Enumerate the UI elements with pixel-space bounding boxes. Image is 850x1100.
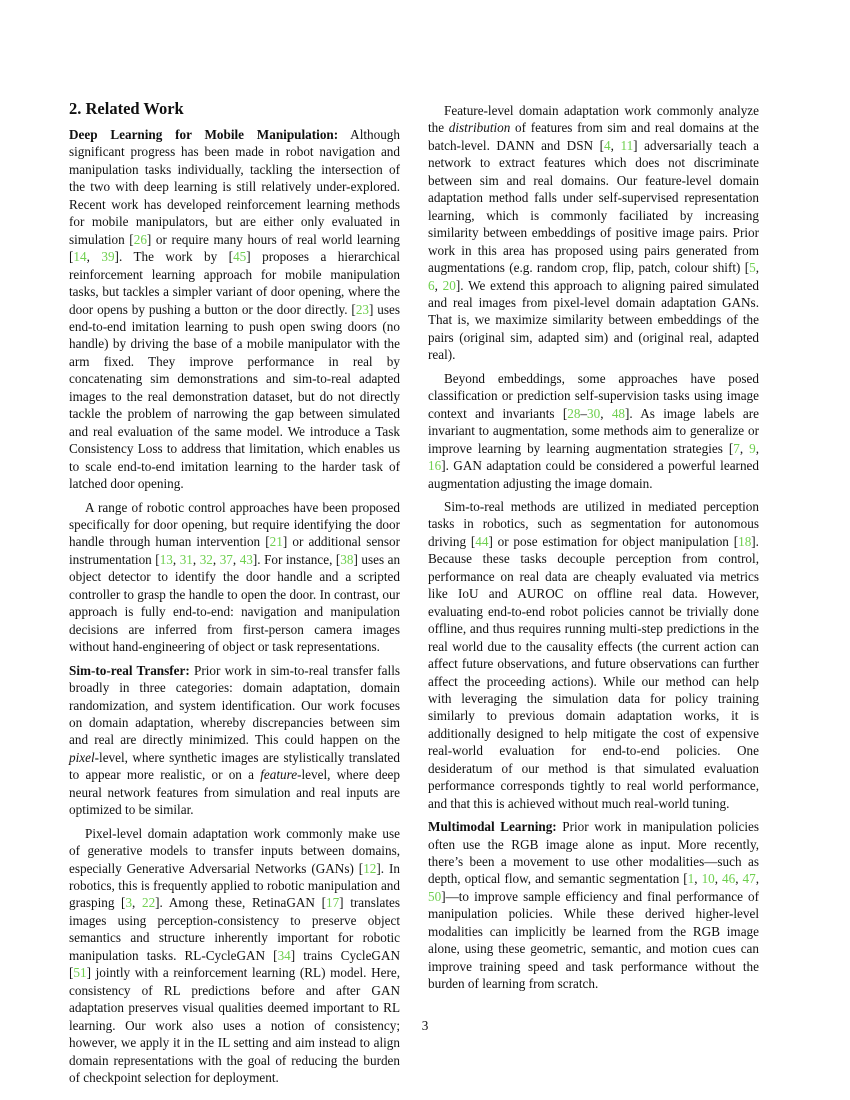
citation-link[interactable]: 13 — [159, 551, 173, 567]
citation-link[interactable]: 43 — [239, 551, 253, 567]
citation-link[interactable]: 31 — [179, 551, 193, 567]
citation-link[interactable]: 51 — [73, 965, 87, 981]
citation-link[interactable]: 4 — [604, 137, 611, 153]
citation-link[interactable]: 12 — [363, 860, 377, 876]
section-title: 2. Related Work — [69, 99, 184, 118]
citation-link[interactable]: 20 — [442, 277, 456, 293]
paragraph-door-opening: A range of robotic control approaches have been proposed specifically for door opening, but require identifying the door handle through human intervention [21] or additional sensor instrumentation [13, 31, 32, 37, 43]. For instance, [38] uses an object detector to identify the door handle and a scripted controller to grasp the handle to open the door. In contrast, our approach is fully end-to-end: navigation and manipulation decisions are inferred from first-person camera images without hand-engineering of object or task representations. — [69, 499, 401, 655]
citation-link[interactable]: 44 — [475, 533, 489, 549]
run-in-heading: Deep Learning for Mobile Manipulation: — [69, 127, 339, 142]
citation-link[interactable]: 5 — [749, 260, 756, 276]
citation-link[interactable]: 1 — [687, 871, 695, 887]
paragraph-mediated-perception: Sim-to-real methods are utilized in mediated perception tasks in robotics, such as segmentation for autonomous driving [44] or pose estimation for object manipulation [18]. Because these tasks decouple perception from control, performance on real data are cheaply evaluated via metrics like IoU and AUROC on offline real data. However, evaluating end-to-end robot policies cannot be trivially done offline, and thus requires running multi-step predictions in the real world due to the causality effects (the current action can affect future observations, and future observations can further affect the proceeding actions). While our method can help with leveraging the simulation data for policy training similarly to previous domain adaptation works, it is additionally designed to help mitigate the cost of expensive real-world evaluation for end-to-end policies. One desideratum of our method is that simulated evaluation performance corresponds tightly to real world performance, and that this is achieved without much real-world tuning. — [428, 498, 759, 811]
citation-link[interactable]: 50 — [428, 888, 442, 904]
citation-link[interactable]: 21 — [269, 534, 283, 550]
citation-link[interactable]: 14 — [73, 249, 87, 265]
citation-link[interactable]: 37 — [219, 551, 233, 567]
citation-link[interactable]: 9 — [749, 440, 756, 456]
citation-link[interactable]: 34 — [277, 947, 291, 963]
run-in-heading: Multimodal Learning: — [428, 819, 557, 835]
citation-link[interactable]: 46 — [722, 871, 736, 887]
citation-link[interactable]: 18 — [738, 533, 752, 549]
paragraph-beyond-embeddings: Beyond embeddings, some approaches have posed classification or prediction self-supervision tasks using image context and invariants [28–30, 48]. As image labels are invariant to augmentation, some methods aim to generalize or improve learning by learning augmentation strategies [7, 9, 16]. GAN adaptation could be considered a powerful learned augmentation adjusting the image domain. — [428, 370, 760, 491]
paragraph-multimodal: Multimodal Learning: Prior work in manipulation policies often use the RGB image alone as input. More recently, there’s been a movement to use other modalities—such as depth, optical flow, and semantic segmentation [1, 10, 46, 47, 50]—to improve sample efficiency and final performance of manipulation policies. While these derived higher-level modalities can implicitly be learned from the RGB image alone, using these geometric, semantic, and motion cues can improve training speed and task performance without the burden of learning from scratch. — [428, 819, 760, 992]
citation-link[interactable]: 6 — [428, 277, 435, 293]
right-column — [428, 102, 759, 993]
citation-link[interactable]: 39 — [101, 249, 115, 265]
paragraph-feature-level: Feature-level domain adaptation work commonly analyze the distribution of features from sim and real domains at the batch-level. DANN and DSN [4, 11] adversarially teach a network to extract features which does not discriminate between sim and real domains. Our feature-level domain adaptation method falls under self-supervised representation learning, which is commonly faciliated by increasing similarity between embeddings of positive image pairs. Prior work in this area has proposed using pairs generated from augmentations (e.g. random crop, flip, patch, colour shift) [5, 6, 20]. We extend this approach to aligning paired simulated and real images from pixel-level domain adaptation GANs. That is, we maximize similarity between embeddings of the pairs (original sim, adapted sim) and (original real, adapted real). — [428, 103, 759, 363]
citation-link[interactable]: 11 — [620, 137, 634, 153]
citation-link[interactable]: 26 — [133, 231, 147, 247]
paragraph-sim-to-real: Sim-to-real Transfer: Prior work in sim-to-real transfer falls broadly in three categories: domain adaptation, domain randomization, and system identification. Our work focuses on domain adaptation, whereby discrepancies between sim and real are directly minimized. This could happen on the pixel-level, where synthetic images are stylistically translated to appear more realistic, or on a feature-level, where deep neural network features from simulation and real inputs are optimized to be similar. — [69, 662, 400, 818]
page-number: 3 — [421, 1018, 429, 1033]
paragraph-pixel-level: Pixel-level domain adaptation work commonly make use of generative models to transfer inputs between domains, especially Generative Adversarial Networks (GANs) [12]. In robotics, this is frequently applied to robotic manipulation and grasping [3, 22]. Among these, RetinaGAN [17] translates images using perception-consistency to preserve object semantics and structure inherently important for robotic manipulation tasks. RL-CycleGAN [34] trains CycleGAN [51] jointly with a reinforcement learning (RL) model. Here, consistency of RL predictions before and after GAN adaptation preserves visual qualities deemed important to RL learning. Our work also uses a notion of consistency; however, we apply it in the IL setting and aim instead to align domain representations with the goal of reducing the burden of checkpoint selection for deployment. — [69, 825, 400, 1086]
citation-link[interactable]: 28 — [567, 405, 581, 421]
citation-link[interactable]: 38 — [340, 551, 354, 567]
paragraph-mobile-manipulation: Deep Learning for Mobile Manipulation: Although significant progress has been made in robot navigation and manipulation tasks individually, tackling the intersection of the two with deep learning is still relatively under-explored. Recent work has developed reinforcement learning methods for mobile manipulators, but are either only evaluated in simulation [26] or require many hours of real world learning [14, 39]. The work by [45] proposes a hierarchical reinforcement learning approach for mobile manipulation tasks, but tackles a simpler variant of door opening, where the door opens by pushing a button or the door directly. [23] uses end-to-end imitation learning to push open swing doors (no handle) by driving the base of a mobile manipulator with the arm fixed. They improve performance in real by concatenating sim demonstrations and sim-to-real adapted images to the real demonstration dataset, but do not directly tackle the problem of narrowing the gap between simulated and real evaluation of the same model. We introduce a Task Consistency Loss to address that limitation, which enables us to scale end-to-end imitation learning to the harder task of latched door opening. — [69, 127, 401, 492]
run-in-heading: Sim-to-real Transfer: — [69, 662, 190, 678]
citation-link[interactable]: 48 — [611, 405, 625, 421]
citation-link[interactable]: 10 — [701, 871, 715, 887]
citation-link[interactable]: 23 — [355, 301, 369, 317]
citation-link[interactable]: 7 — [733, 440, 740, 456]
left-column — [69, 99, 400, 1086]
citation-link[interactable]: 32 — [199, 551, 213, 567]
citation-link[interactable]: 17 — [325, 895, 340, 911]
citation-link[interactable]: 30 — [587, 405, 601, 421]
citation-link[interactable]: 22 — [141, 895, 156, 911]
citation-link[interactable]: 3 — [125, 895, 133, 911]
citation-link[interactable]: 16 — [428, 458, 442, 474]
citation-link[interactable]: 45 — [233, 249, 247, 265]
citation-link[interactable]: 47 — [742, 871, 756, 887]
